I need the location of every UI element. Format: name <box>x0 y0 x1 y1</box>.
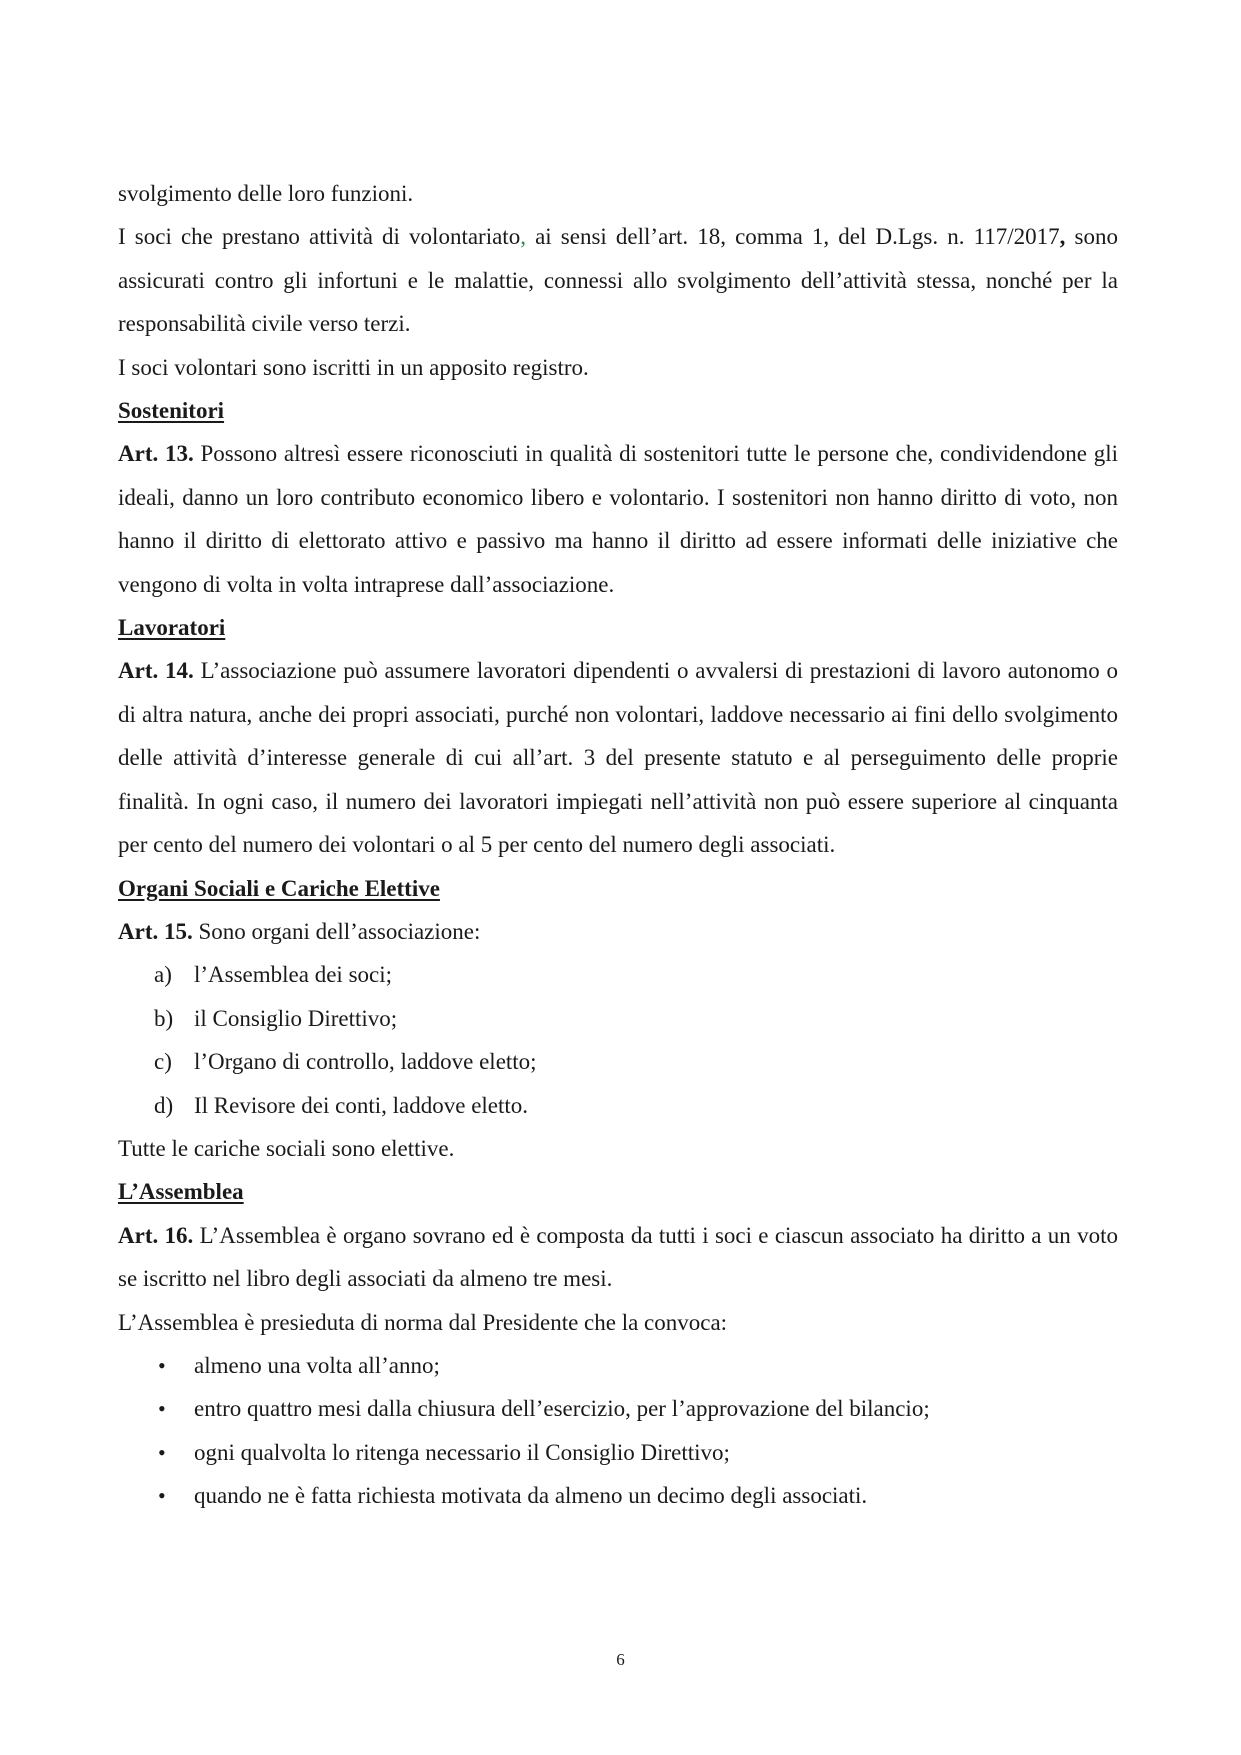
list-item-text: almeno una volta all’anno; <box>194 1352 440 1378</box>
article-16 <box>118 1214 1118 1301</box>
list-item-text: il Consiglio Direttivo; <box>194 1005 398 1031</box>
list-item-text: l’Organo di controllo, laddove eletto; <box>194 1049 537 1075</box>
paragraph-assembly-intro: L’Assemblea è presieduta di norma dal Presidente che la convoca: <box>118 1309 728 1335</box>
bullet-icon: • <box>158 1352 166 1378</box>
organs-list <box>118 953 1118 1127</box>
bullet-icon: • <box>158 1483 166 1509</box>
section-heading-lavoratori: Lavoratori <box>118 615 226 641</box>
document-body <box>118 172 1118 1518</box>
list-item <box>154 1040 1118 1083</box>
list-item <box>158 1387 1118 1430</box>
text-segment: I soci che prestano attività di volontariato <box>118 224 521 250</box>
paragraph-continuation: svolgimento delle loro funzioni. <box>118 181 414 206</box>
list-item <box>158 1344 1118 1387</box>
paragraph-volunteer-register: I soci volontari sono iscritti in un apposito registro. <box>118 354 589 380</box>
bullet-icon: • <box>158 1396 166 1422</box>
section-heading-sostenitori: Sostenitori <box>118 398 225 424</box>
list-item-text: l’Assemblea dei soci; <box>194 962 393 988</box>
convocation-list <box>118 1344 1118 1518</box>
paragraph-volunteer-insurance <box>118 215 1118 345</box>
list-item <box>154 997 1118 1040</box>
list-marker: a) <box>154 962 172 988</box>
text-segment: sono assicurati contro gli infortuni e le malattie, connessi allo svolgimento dell’attività stessa, nonché per la responsabilità civile verso terzi. <box>118 224 1118 337</box>
page-number: 6 <box>616 1650 625 1669</box>
paragraph-elective-offices: Tutte le cariche sociali sono elettive. <box>118 1135 455 1161</box>
list-item-text: quando ne è fatta richiesta motivata da almeno un decimo degli associati. <box>194 1483 868 1509</box>
text-segment-comma: , <box>520 224 526 250</box>
text-segment: ai sensi dell’art. 18, comma 1, del D.Lgs. n. 117/2017 <box>525 224 1060 250</box>
list-item <box>154 1084 1118 1127</box>
bullet-icon: • <box>158 1439 166 1465</box>
list-item <box>158 1431 1118 1474</box>
list-item-text: ogni qualvolta lo ritenga necessario il Consiglio Direttivo; <box>194 1439 730 1465</box>
article-label: Art. 13. <box>118 441 194 467</box>
list-item <box>158 1474 1118 1517</box>
article-14 <box>118 649 1118 866</box>
article-label: Art. 14. <box>118 658 194 684</box>
article-label: Art. 15. <box>118 918 193 944</box>
article-15 <box>118 910 1118 953</box>
list-item-text: entro quattro mesi dalla chiusura dell’esercizio, per l’approvazione del bilancio; <box>194 1396 930 1422</box>
article-text: L’Assemblea è organo sovrano ed è composta da tutti i soci e ciascun associato ha diritto a un voto se iscritto nel libro degli associati da almeno tre mesi. <box>118 1222 1118 1292</box>
section-heading-organi: Organi Sociali e Cariche Elettive <box>118 875 440 901</box>
list-item <box>154 953 1118 996</box>
list-marker: b) <box>154 1005 174 1031</box>
section-heading-assemblea: L’Assemblea <box>118 1179 244 1205</box>
article-text: Possono altresì essere riconosciuti in qualità di sostenitori tutte le persone che, condividendone gli ideali, danno un loro contributo economico libero e volontario. I sostenitori non hanno diritto di voto, non hanno il diritto di elettorato attivo e passivo ma hanno il diritto ad essere informati delle iniziative che vengono di volta in volta intraprese dall’associazione. <box>118 441 1118 597</box>
article-text: Sono organi dell’associazione: <box>192 918 481 944</box>
list-marker: c) <box>154 1049 172 1075</box>
list-marker: d) <box>154 1092 174 1118</box>
article-text: L’associazione può assumere lavoratori dipendenti o avvalersi di prestazioni di lavoro autonomo o di altra natura, anche dei propri associati, purché non volontari, laddove necessario ai fini dello svolgimento delle attività d’interesse generale di cui all’art. 3 del presente statuto e al perseguimento delle proprie finalità. In ogni caso, il numero dei lavoratori impiegati nell’attività non può essere superiore al cinquanta per cento del numero dei volontari o al 5 per cento del numero degli associati. <box>118 658 1118 858</box>
list-item-text: Il Revisore dei conti, laddove eletto. <box>194 1092 529 1118</box>
article-label: Art. 16. <box>118 1222 194 1248</box>
text-segment-bold-comma: , <box>1059 224 1066 250</box>
article-13 <box>118 432 1118 606</box>
